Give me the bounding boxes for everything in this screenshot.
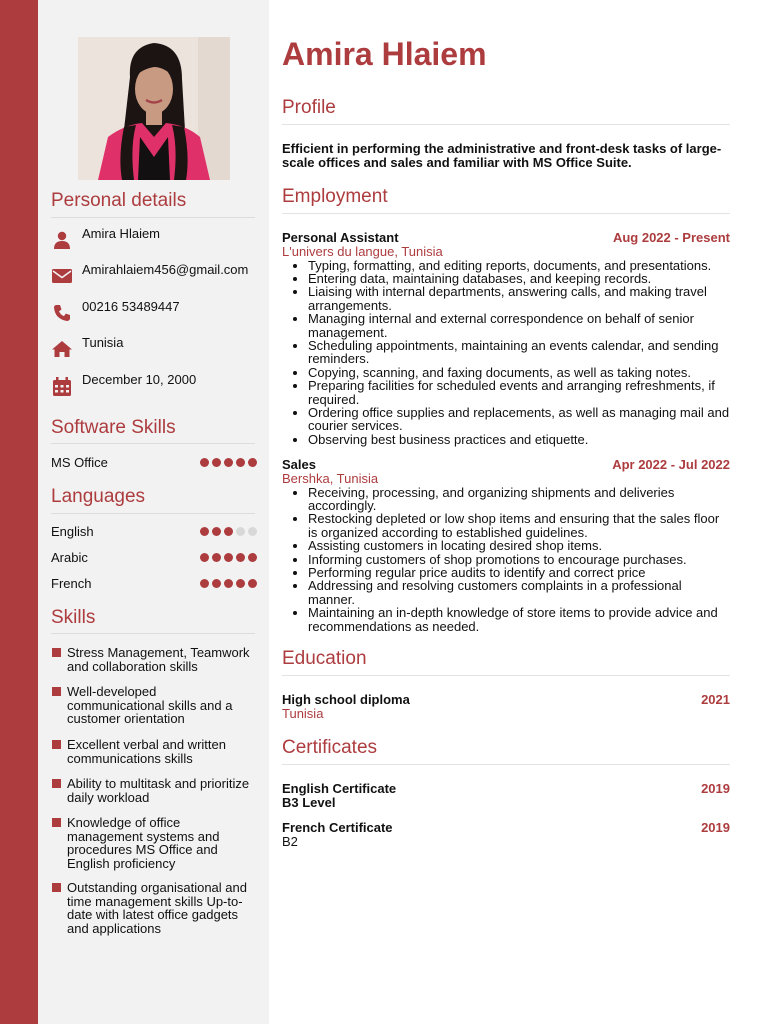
language-level-dots <box>200 579 257 588</box>
personal-phone-row <box>51 301 261 325</box>
personal-birthdate: December 10, 2000 <box>82 372 197 387</box>
languages-heading: Languages <box>51 486 146 507</box>
duty-item: • Copying, scanning, and faxing documents, as well as taking notes. <box>308 366 730 379</box>
education-heading: Education <box>282 648 367 669</box>
home-icon <box>51 338 73 360</box>
education-entry <box>282 693 730 720</box>
level-dot-filled <box>224 553 233 562</box>
bullet-square <box>52 779 61 788</box>
personal-phone: 00216 53489447 <box>82 299 180 314</box>
duty-item: • Addressing and resolving customers complaints in a professional manner. <box>308 579 730 606</box>
level-dot-filled <box>200 579 209 588</box>
personal-email[interactable]: Amirahlaiem456@gmail.com <box>82 262 249 277</box>
candidate-name: Amira Hlaiem <box>282 36 487 72</box>
level-dot-filled <box>212 458 221 467</box>
divider <box>282 124 730 125</box>
personal-name: Amira Hlaiem <box>82 226 161 241</box>
skill-item: Stress Management, Teamwork and collaboration skills <box>51 646 257 673</box>
person-icon <box>51 229 73 251</box>
duty-item: • Assisting customers in locating desired shop items. <box>308 539 730 552</box>
email-icon <box>51 265 73 287</box>
personal-location-row <box>51 337 261 361</box>
language-level-dots <box>200 527 257 536</box>
certificate-date: 2019 <box>701 820 730 835</box>
certificate-level: B2 <box>282 833 298 849</box>
profile-photo <box>78 37 230 180</box>
duty-item: • Ordering office supplies and replacements, as well as managing mail and courier services. <box>308 406 730 433</box>
personal-email-row <box>51 264 261 288</box>
level-dot-filled <box>200 458 209 467</box>
job-company: L'univers du langue, Tunisia <box>282 244 443 259</box>
duty-item: • Managing internal and external correspondence on behalf of senior management. <box>308 312 730 339</box>
sidebar <box>38 0 269 1024</box>
certificate-entry <box>282 821 730 848</box>
job-duties <box>282 486 730 633</box>
skill-level-dots <box>200 458 257 467</box>
duty-item: • Receiving, processing, and organizing shipments and deliveries accordingly. <box>308 486 730 513</box>
duty-item: • Restocking depleted or low shop items and ensuring that the sales floor is organized according to established guidelines. <box>308 512 730 539</box>
divider <box>51 443 255 444</box>
level-dot-filled <box>236 458 245 467</box>
duty-item: • Informing customers of shop promotions to encourage purchases. <box>308 553 730 566</box>
software-skill-name: MS Office <box>51 455 108 470</box>
bullet-square <box>52 818 61 827</box>
language-row <box>51 524 257 540</box>
duty-item: • Performing regular price audits to identify and correct price <box>308 566 730 579</box>
job-title: Personal Assistant <box>282 230 399 245</box>
personal-birthdate-row <box>51 374 261 398</box>
level-dot-filled <box>248 553 257 562</box>
level-dot-filled <box>224 579 233 588</box>
portrait-image <box>78 37 230 180</box>
skill-item: Excellent verbal and written communications skills <box>51 738 257 765</box>
level-dot-filled <box>212 579 221 588</box>
duty-item: • Observing best business practices and etiquette. <box>308 433 730 446</box>
level-dot-filled <box>236 579 245 588</box>
language-name: French <box>51 576 92 591</box>
accent-bar <box>0 0 38 1024</box>
language-level-dots <box>200 553 257 562</box>
bullet-square <box>52 883 61 892</box>
software-skills-heading: Software Skills <box>51 417 176 438</box>
duty-item: • Scheduling appointments, maintaining an events calendar, and sending reminders. <box>308 339 730 366</box>
job-title: Sales <box>282 457 316 472</box>
divider <box>282 764 730 765</box>
language-name: Arabic <box>51 550 88 565</box>
job-dates: Aug 2022 - Present <box>612 230 730 245</box>
language-name: English <box>51 524 94 539</box>
level-dot-filled <box>212 553 221 562</box>
skill-item: Ability to multitask and prioritize daily workload <box>51 777 257 804</box>
divider <box>51 633 255 634</box>
level-dot-empty <box>248 527 257 536</box>
education-title: High school diploma <box>282 692 410 707</box>
duty-item: • Liaising with internal departments, answering calls, and making travel arrangements. <box>308 285 730 312</box>
profile-summary: Efficient in performing the administrative and front-desk tasks of large-scale offices and sales and familiar with MS Office Suite. <box>282 141 722 170</box>
level-dot-empty <box>236 527 245 536</box>
level-dot-filled <box>224 527 233 536</box>
job-duties <box>282 259 730 447</box>
personal-name-row <box>51 228 261 252</box>
duty-item: • Maintaining an in-depth knowledge of store items to provide advice and recommendations as needed. <box>308 606 730 633</box>
divider <box>282 675 730 676</box>
personal-details-heading: Personal details <box>51 190 187 211</box>
language-row <box>51 576 257 592</box>
employment-heading: Employment <box>282 186 388 207</box>
personal-location: Tunisia <box>82 335 124 350</box>
language-row <box>51 550 257 566</box>
level-dot-filled <box>200 553 209 562</box>
skills-heading: Skills <box>51 607 96 628</box>
divider <box>51 513 255 514</box>
software-skill-row <box>51 455 257 471</box>
job-entry <box>282 230 730 446</box>
duty-item: • Typing, formatting, and editing reports, documents, and presentations. <box>308 259 730 272</box>
certificate-level: B3 Level <box>282 794 336 810</box>
bullet-square <box>52 648 61 657</box>
calendar-icon <box>51 375 73 397</box>
profile-heading: Profile <box>282 97 336 118</box>
duty-item: • Preparing facilities for scheduled events and arranging refreshments, if required. <box>308 379 730 406</box>
duty-item: • Entering data, maintaining databases, and keeping records. <box>308 272 730 285</box>
skill-item: Knowledge of office management systems and procedures MS Office and English proficiency <box>51 816 257 870</box>
level-dot-filled <box>212 527 221 536</box>
certificate-title: English Certificate <box>282 781 397 796</box>
education-place: Tunisia <box>282 705 324 721</box>
level-dot-filled <box>236 553 245 562</box>
skill-item: Well-developed communicational skills and a customer orientation <box>51 685 257 726</box>
bullet-square <box>52 740 61 749</box>
certificates-heading: Certificates <box>282 737 378 758</box>
certificate-title: French Certificate <box>282 820 393 835</box>
level-dot-filled <box>248 579 257 588</box>
education-date: 2021 <box>701 692 730 707</box>
certificate-entry <box>282 782 730 809</box>
divider <box>282 213 730 214</box>
bullet-square <box>52 687 61 696</box>
job-company: Bershka, Tunisia <box>282 471 379 486</box>
level-dot-filled <box>248 458 257 467</box>
divider <box>51 217 255 218</box>
certificate-date: 2019 <box>701 781 730 796</box>
skill-item: Outstanding organisational and time management skills Up-to-date with latest office gadgets and applications <box>51 881 257 935</box>
job-entry <box>282 457 730 633</box>
level-dot-filled <box>224 458 233 467</box>
job-dates: Apr 2022 - Jul 2022 <box>612 457 730 472</box>
level-dot-filled <box>200 527 209 536</box>
phone-icon <box>51 302 73 324</box>
